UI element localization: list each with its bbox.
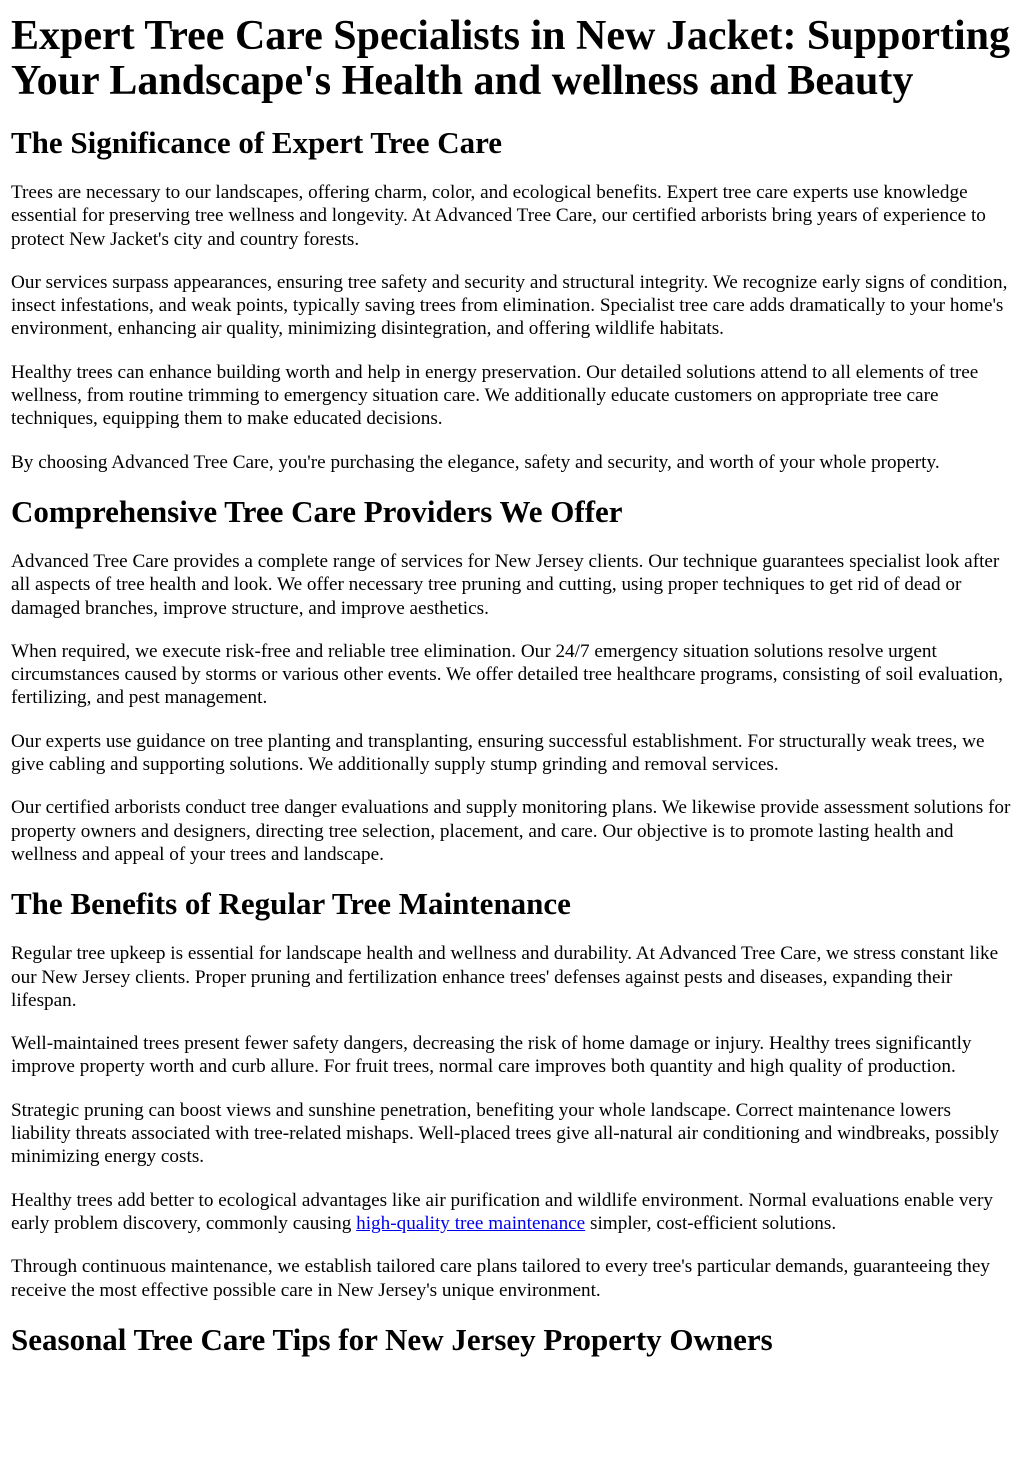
section-heading-benefits: The Benefits of Regular Tree Maintenance [11, 886, 571, 922]
paragraph-text-after-link: simpler, cost-efficient solutions. [585, 1212, 837, 1234]
paragraph: Trees are necessary to our landscapes, offering charm, color, and ecological benefits. Expert tree care experts use knowledge essential for preserving tree wellness and longevity. At Advanced Tree Care, our certified arborists bring years of experience to protect New Jacket's city and country forests. [11, 182, 986, 250]
paragraph: By choosing Advanced Tree Care, you're purchasing the elegance, safety and security, and worth of your whole property. [11, 451, 940, 473]
paragraph: Our experts use guidance on tree planting and transplanting, ensuring successful establishment. For structurally weak trees, we give cabling and supporting solutions. We additionally supply stump grinding and removal services. [11, 730, 985, 776]
paragraph-with-link [11, 1189, 1014, 1236]
paragraph: Advanced Tree Care provides a complete range of services for New Jersey clients. Our technique guarantees specialist look after all aspects of tree health and look. We offer necessary tree pruning and cutting, using proper techniques to get rid of dead or damaged branches, improve structure, and improve aesthetics. [11, 550, 1000, 619]
tree-maintenance-link[interactable]: high-quality tree maintenance [356, 1212, 586, 1234]
section-heading-services: Comprehensive Tree Care Providers We Offer [11, 493, 623, 529]
paragraph-text-before-link: Healthy trees add better to ecological advantages like air purification and wildlife environment. Normal evaluations enable very early problem discovery, commonly causing [11, 1189, 993, 1234]
paragraph: Our services surpass appearances, ensuring tree safety and security and structural integrity. We recognize early signs of condition, insect infestations, and weak points, typically saving trees from elimination. Specialist tree care adds dramatically to your home's environment, enhancing air quality, minimizing disintegration, and offering wildlife habitats. [11, 271, 1008, 340]
article [0, 14, 1024, 1358]
paragraph: Healthy trees can enhance building worth and help in energy preservation. Our detailed solutions attend to all elements of tree wellness, from routine trimming to emergency situation care. We additionally educate customers on appropriate tree care techniques, equipping them to make educated decisions. [11, 361, 979, 430]
paragraph: Well-maintained trees present fewer safety dangers, decreasing the risk of home damage or injury. Healthy trees significantly improve property worth and curb allure. For fruit trees, normal care improves both quantity and high quality of production. [11, 1033, 972, 1078]
section-heading-seasonal-tips: Seasonal Tree Care Tips for New Jersey Property Owners [11, 1321, 773, 1357]
paragraph: Through continuous maintenance, we establish tailored care plans tailored to every tree's particular demands, guaranteeing they receive the most effective possible care in New Jersey's unique environment. [11, 1256, 990, 1301]
page-title: Expert Tree Care Specialists in New Jacket: Supporting Your Landscape's Health and wellness and Beauty [11, 13, 1011, 104]
paragraph: When required, we execute risk-free and reliable tree elimination. Our 24/7 emergency situation solutions resolve urgent circumstances caused by storms or various other events. We offer detailed tree healthcare programs, consisting of soil evaluation, fertilizing, and pest management. [11, 640, 1003, 709]
paragraph: Regular tree upkeep is essential for landscape health and wellness and durability. At Advanced Tree Care, we stress constant like our New Jersey clients. Proper pruning and fertilization enhance trees' defenses against pests and diseases, expanding their lifespan. [11, 943, 999, 1011]
paragraph: Our certified arborists conduct tree danger evaluations and supply monitoring plans. We likewise provide assessment solutions for property owners and designers, directing tree selection, placement, and care. Our objective is to promote lasting health and wellness and appeal of your trees and landscape. [11, 797, 1011, 865]
section-heading-significance: The Significance of Expert Tree Care [11, 125, 503, 160]
paragraph: Strategic pruning can boost views and sunshine penetration, benefiting your whole landscape. Correct maintenance lowers liability threats associated with tree-related mishaps. Well-placed trees give all-natural air conditioning and windbreaks, possibly minimizing energy costs. [11, 1099, 1000, 1168]
